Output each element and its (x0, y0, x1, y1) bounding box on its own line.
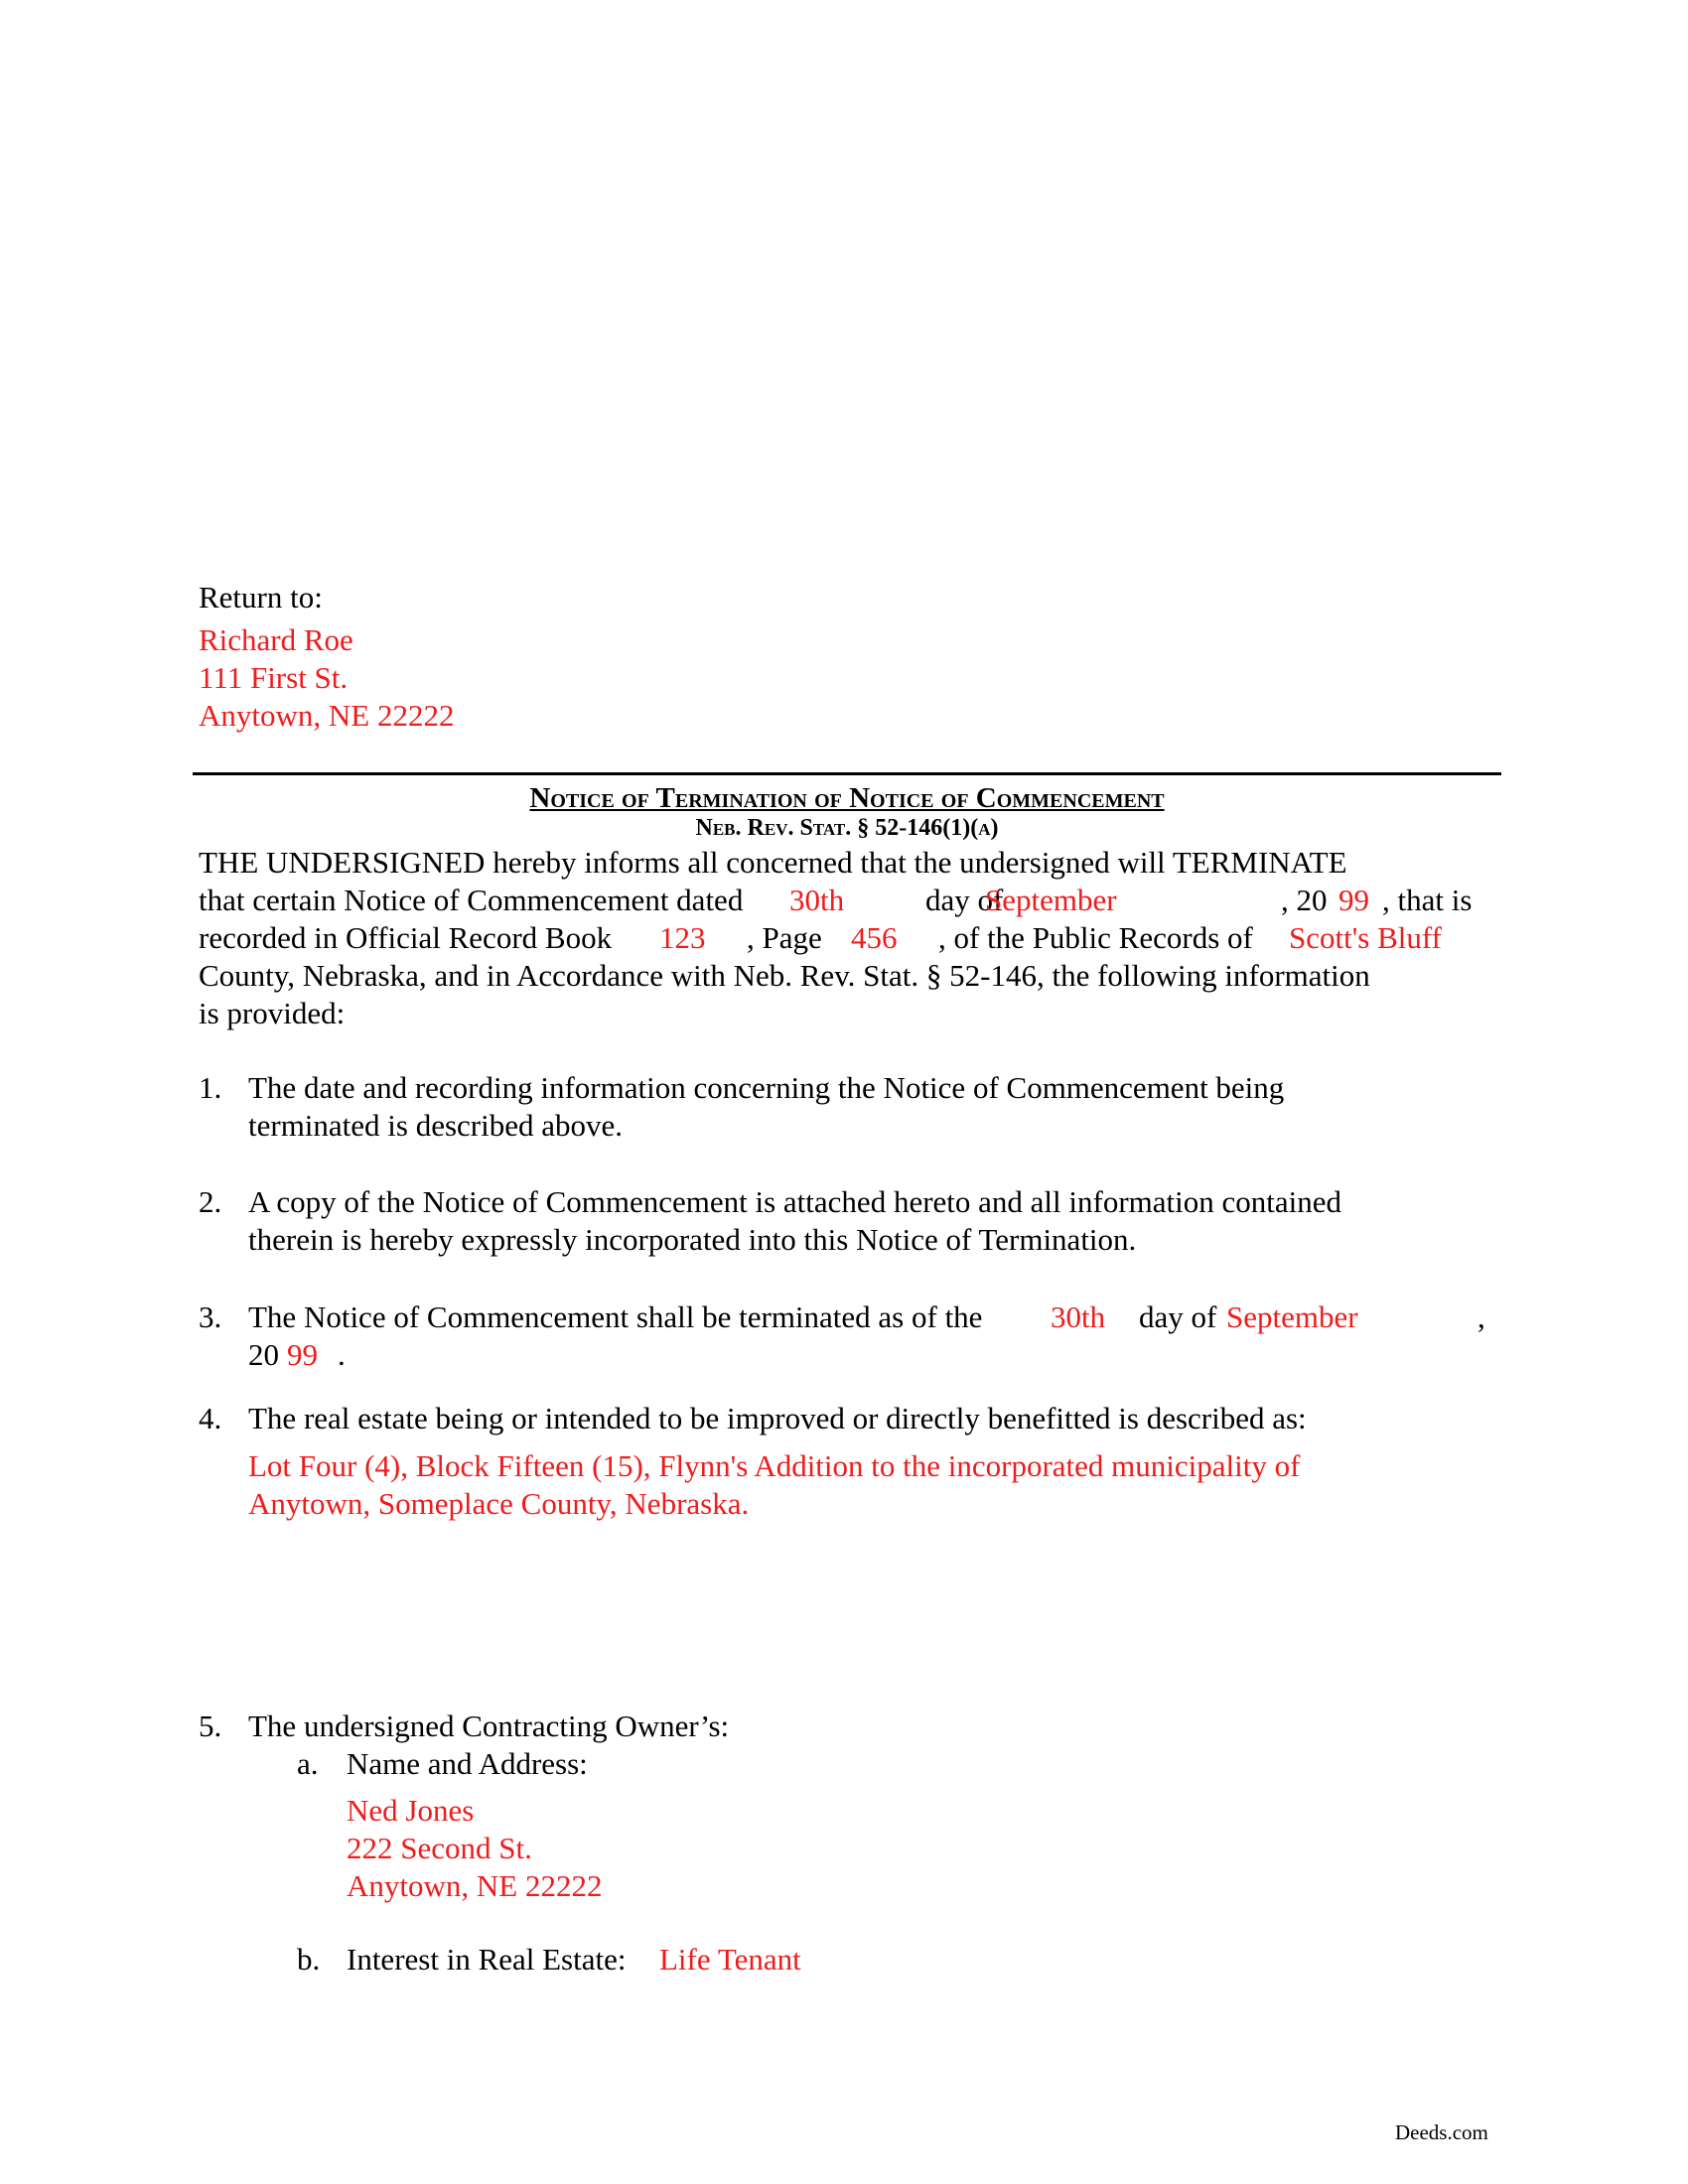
legal-description-line-2: Anytown, Someplace County, Nebraska. (248, 1486, 750, 1521)
record-book: 123 (659, 920, 706, 955)
item-4-number: 4. (199, 1401, 222, 1435)
item-3-text: 20 (248, 1337, 279, 1372)
item-3-line-1 (248, 1298, 1499, 1336)
intro-line-4: County, Nebraska, and in Accordance with Neb. Rev. Stat. § 52-146, the following information (199, 958, 1370, 993)
item-1-line-1: The date and recording information concerning the Notice of Commencement being (248, 1070, 1285, 1105)
termination-year: 99 (287, 1337, 318, 1372)
item-2-line-1: A copy of the Notice of Commencement is attached hereto and all information contained (248, 1184, 1341, 1219)
intro-text: , 20 (1281, 883, 1328, 917)
item-5a-label: a. (297, 1746, 319, 1781)
owner-name: Ned Jones (347, 1793, 475, 1828)
legal-description-line-1: Lot Four (4), Block Fifteen (15), Flynn's Addition to the incorporated municipality of (248, 1448, 1301, 1483)
footer-brand: Deeds.com (1395, 2120, 1488, 2144)
intro-line-5: is provided: (199, 996, 346, 1030)
document-title: Notice of Termination of Notice of Commencement (529, 782, 1165, 814)
commencement-year: 99 (1338, 883, 1369, 917)
item-4-line-1: The real estate being or intended to be improved or directly benefitted is described as: (248, 1401, 1307, 1435)
item-3-number: 3. (199, 1299, 222, 1334)
item-3-comma: , (1477, 1299, 1485, 1334)
owner-street: 222 Second St. (347, 1831, 532, 1865)
commencement-month: September (985, 883, 1117, 917)
intro-text: day of (925, 883, 1004, 917)
item-1-line-2: terminated is described above. (248, 1108, 624, 1143)
record-page: 456 (851, 920, 898, 955)
item-3-text: day of (1139, 1299, 1217, 1334)
intro-line-3 (199, 919, 1489, 957)
county-name: Scott's Bluff (1289, 920, 1443, 955)
item-5a-text: Name and Address: (347, 1746, 588, 1781)
owner-city: Anytown, NE 22222 (347, 1868, 603, 1903)
item-3-line-2 (248, 1336, 447, 1374)
intro-line-2 (199, 882, 1489, 919)
termination-month: September (1226, 1299, 1358, 1334)
return-to-street: 111 First St. (199, 660, 349, 695)
intro-text: , of the Public Records of (938, 920, 1253, 955)
termination-day: 30th (1051, 1299, 1106, 1334)
return-to-city: Anytown, NE 22222 (199, 698, 455, 733)
intro-text: , Page (747, 920, 822, 955)
item-3-text: The Notice of Commencement shall be terminated as of the (248, 1299, 983, 1334)
intro-line-1: THE UNDERSIGNED hereby informs all concerned that the undersigned will TERMINATE (199, 845, 1347, 880)
item-2-line-2: therein is hereby expressly incorporated into this Notice of Termination. (248, 1222, 1137, 1257)
item-5b-label: b. (297, 1942, 321, 1977)
return-to-label: Return to: (199, 580, 323, 614)
intro-text: recorded in Official Record Book (199, 920, 613, 955)
item-5b-text: Interest in Real Estate: (347, 1942, 627, 1977)
return-to-name: Richard Roe (199, 622, 353, 657)
statute-citation: Neb. Rev. Stat. § 52-146(1)(a) (695, 815, 999, 841)
commencement-day: 30th (789, 883, 845, 917)
header-divider (193, 772, 1501, 775)
item-2-number: 2. (199, 1184, 222, 1219)
intro-text: , that is (1382, 883, 1473, 917)
item-3-period: . (338, 1337, 346, 1372)
item-5-line-1: The undersigned Contracting Owner’s: (248, 1708, 730, 1743)
item-5-number: 5. (199, 1708, 222, 1743)
item-1-number: 1. (199, 1070, 222, 1105)
intro-text: that certain Notice of Commencement dated (199, 883, 744, 917)
owner-interest: Life Tenant (659, 1942, 801, 1977)
